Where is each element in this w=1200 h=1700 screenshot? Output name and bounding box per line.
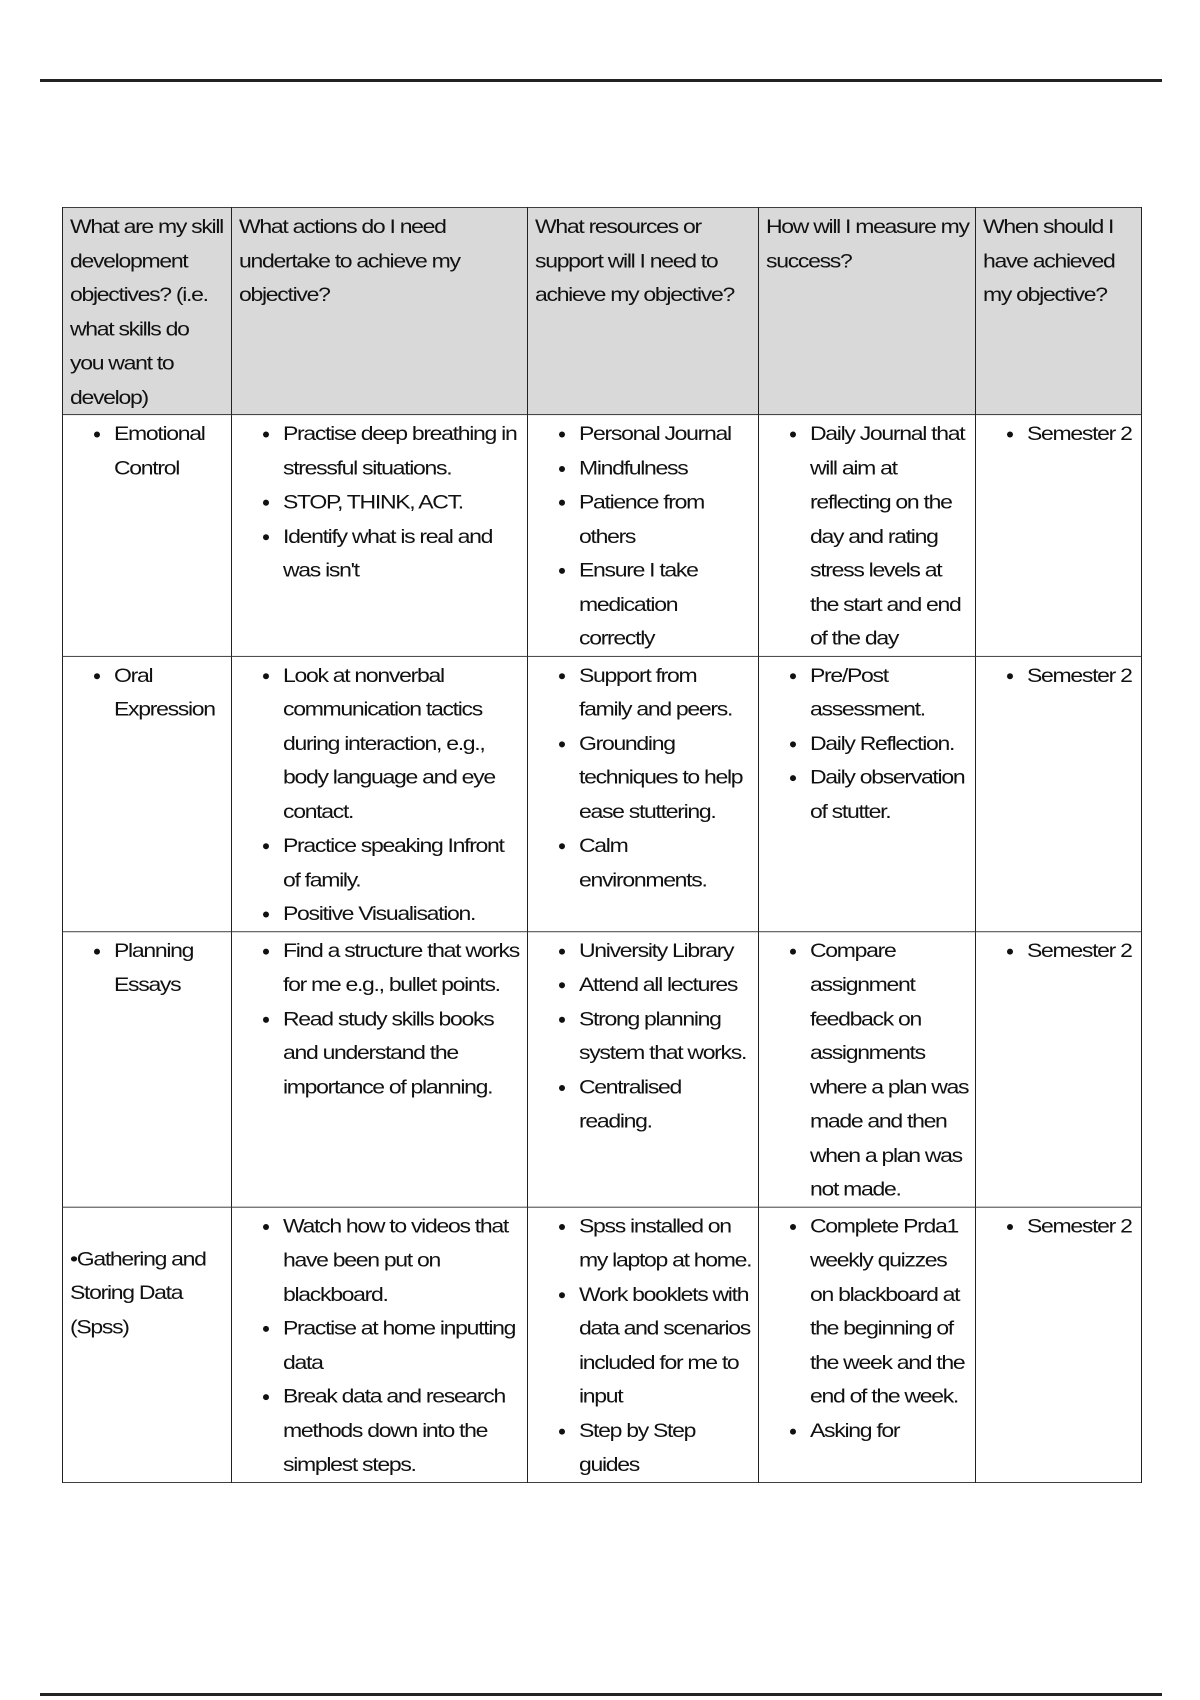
- list-item: Semester 2: [983, 417, 1135, 451]
- list-item: Strong planning system that works.: [535, 1002, 752, 1070]
- list-item: Work booklets with data and scenarios included for me to input: [535, 1277, 752, 1413]
- list-item: Planning Essays: [70, 933, 225, 1001]
- header-resources: What resources or support will I need to achieve my objective?: [528, 207, 759, 414]
- objective-cell: [63, 415, 232, 656]
- list-item: Daily Reflection.: [766, 726, 969, 760]
- list-item: Semester 2: [983, 1209, 1135, 1243]
- list-item: Break data and research methods down into the simplest steps.: [239, 1379, 521, 1481]
- list-item: Personal Journal: [535, 417, 752, 451]
- table-row: [63, 656, 1142, 931]
- header-measures: How will I measure my success?: [759, 207, 976, 414]
- list-item: Complete Prda1 weekly quizzes on blackboard at the beginning of the week and the end of the week.: [766, 1209, 969, 1414]
- skill-development-table: [62, 207, 1142, 1483]
- measures-cell: [759, 415, 976, 656]
- resources-cell: [528, 1207, 759, 1482]
- deadline-cell: [976, 656, 1142, 931]
- table-row: [63, 931, 1142, 1206]
- list-item: University Library: [535, 933, 752, 967]
- resources-cell: [528, 656, 759, 931]
- list-item: Step by Step guides: [535, 1414, 752, 1482]
- list-item: Emotional Control: [70, 417, 225, 485]
- header-rule: [40, 79, 1162, 82]
- list-item: Semester 2: [983, 933, 1135, 967]
- list-item: Positive Visualisation.: [239, 897, 521, 931]
- deadline-cell: [976, 1207, 1142, 1482]
- list-item: Oral Expression: [70, 658, 225, 726]
- deadline-cell: [976, 415, 1142, 656]
- actions-cell: [232, 1207, 528, 1482]
- table-row: [63, 415, 1142, 656]
- list-item: Spss installed on my laptop at home.: [535, 1209, 752, 1277]
- measures-cell: [759, 1207, 976, 1482]
- list-item: Semester 2: [983, 658, 1135, 692]
- list-item: Practise at home inputting data: [239, 1311, 521, 1379]
- list-item: Mindfulness: [535, 451, 752, 485]
- footer-rule: [40, 1693, 1162, 1696]
- actions-cell: [232, 931, 528, 1206]
- list-item: Daily observation of stutter.: [766, 760, 969, 828]
- objective-text: •Gathering and Storing Data (Spss): [70, 1246, 206, 1338]
- list-item: Ensure I take medication correctly: [535, 553, 752, 655]
- list-item: Practice speaking Infront of family.: [239, 829, 521, 897]
- measures-cell: [759, 656, 976, 931]
- list-item: Compare assignment feedback on assignments where a plan was made and then when a plan was not made.: [766, 933, 969, 1206]
- objective-cell: [63, 931, 232, 1206]
- header-objectives: What are my skill development objectives? (i.e. what skills do you want to develop): [63, 207, 232, 414]
- list-item: Find a structure that works for me e.g., bullet points.: [239, 933, 521, 1001]
- list-item: Pre/Post assessment.: [766, 658, 969, 726]
- resources-cell: [528, 415, 759, 656]
- table-row: [63, 1207, 1142, 1482]
- resources-cell: [528, 931, 759, 1206]
- deadline-cell: [976, 931, 1142, 1206]
- list-item: Watch how to videos that have been put on blackboard.: [239, 1209, 521, 1311]
- list-item: Attend all lectures: [535, 968, 752, 1002]
- objective-cell: [63, 1207, 232, 1482]
- measures-cell: [759, 931, 976, 1206]
- list-item: Read study skills books and understand the importance of planning.: [239, 1002, 521, 1104]
- list-item: Centralised reading.: [535, 1070, 752, 1138]
- list-item: Asking for: [766, 1414, 969, 1448]
- list-item: Daily Journal that will aim at reflecting on the day and rating stress levels at the start and end of the day: [766, 417, 969, 656]
- actions-cell: [232, 656, 528, 931]
- list-item: Grounding techniques to help ease stuttering.: [535, 726, 752, 828]
- header-row: [63, 207, 1142, 414]
- list-item: Practise deep breathing in stressful situations.: [239, 417, 521, 485]
- list-item: Look at nonverbal communication tactics during interaction, e.g., body language and eye contact.: [239, 658, 521, 829]
- header-deadline: When should I have achieved my objective?: [976, 207, 1142, 414]
- list-item: Identify what is real and was isn't: [239, 519, 521, 587]
- header-actions: What actions do I need undertake to achieve my objective?: [232, 207, 528, 414]
- list-item: STOP, THINK, ACT.: [239, 485, 521, 519]
- actions-cell: [232, 415, 528, 656]
- list-item: Support from family and peers.: [535, 658, 752, 726]
- objective-cell: [63, 656, 232, 931]
- list-item: Patience from others: [535, 485, 752, 553]
- list-item: Calm environments.: [535, 829, 752, 897]
